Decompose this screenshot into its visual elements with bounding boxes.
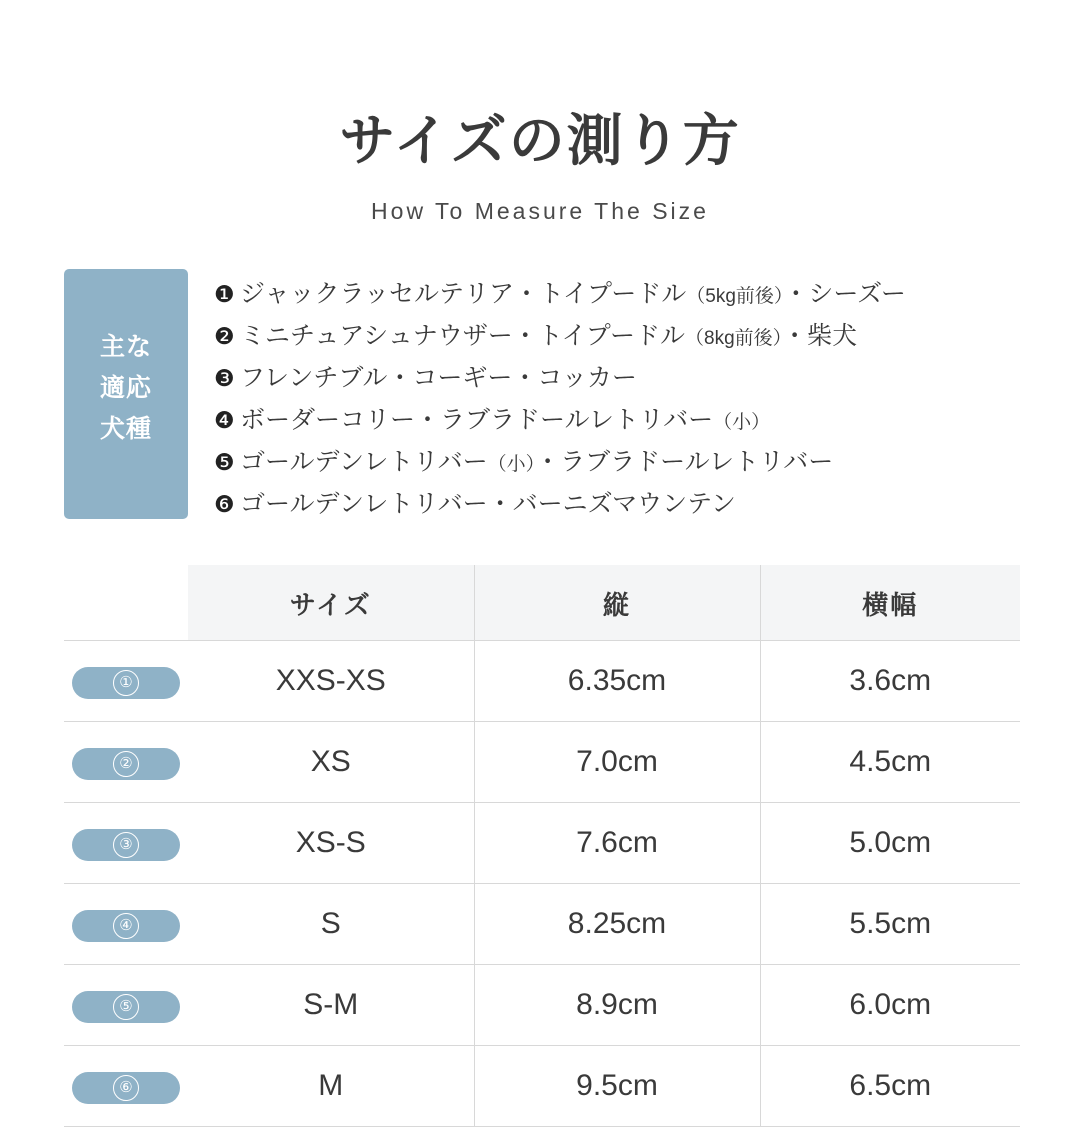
page-header xyxy=(0,0,1080,225)
table-header-length: 縦 xyxy=(474,565,760,641)
table-cell-length: 7.6cm xyxy=(474,802,760,883)
breed-number: ❹ xyxy=(214,406,235,433)
row-badge-number: ⑥ xyxy=(113,1075,139,1101)
breed-text: ボーダーコリー・ラブラドールレトリバー xyxy=(240,405,714,434)
breed-text: ゴールデンレトリバー xyxy=(240,447,488,476)
table-cell-width: 5.5cm xyxy=(760,883,1020,964)
breed-tail: ・柴犬 xyxy=(782,321,858,350)
breed-note: （8kg前後） xyxy=(685,327,783,349)
breed-section xyxy=(0,269,1080,525)
page-subtitle: How To Measure The Size xyxy=(371,197,709,224)
row-badge xyxy=(72,1072,180,1104)
size-table-wrapper xyxy=(0,565,1080,1127)
table-cell-badge xyxy=(64,721,188,802)
table-cell-badge xyxy=(64,1045,188,1126)
table-cell-size: S-M xyxy=(188,964,474,1045)
table-row xyxy=(64,964,1020,1045)
breed-note: （小） xyxy=(713,411,771,433)
list-item xyxy=(214,483,1080,525)
breed-tail: ・シーズー xyxy=(783,279,906,308)
row-badge-number: ⑤ xyxy=(113,994,139,1020)
breed-list xyxy=(214,269,1080,525)
breed-tag-line-3: 犬種 xyxy=(99,415,152,444)
breed-text: ジャックラッセルテリア・トイプードル xyxy=(240,279,687,308)
table-row xyxy=(64,721,1020,802)
table-cell-size: XS xyxy=(188,721,474,802)
table-cell-length: 9.5cm xyxy=(474,1045,760,1126)
table-cell-width: 3.6cm xyxy=(760,640,1020,721)
breed-tail: ・ラブラドールレトリバー xyxy=(535,447,834,476)
table-header-width: 横幅 xyxy=(760,565,1020,641)
table-cell-length: 8.25cm xyxy=(474,883,760,964)
table-row xyxy=(64,1045,1020,1126)
list-item xyxy=(214,441,1080,483)
table-cell-badge xyxy=(64,964,188,1045)
row-badge xyxy=(72,829,180,861)
breed-text: ミニチュアシュナウザー・トイプードル xyxy=(240,321,686,350)
breed-tag-line-1: 主な xyxy=(99,332,152,361)
row-badge xyxy=(72,991,180,1023)
list-item xyxy=(214,399,1080,441)
size-table-body xyxy=(64,640,1020,1126)
list-item xyxy=(214,357,1080,399)
table-cell-badge xyxy=(64,802,188,883)
table-cell-width: 5.0cm xyxy=(760,802,1020,883)
row-badge xyxy=(72,910,180,942)
table-header-row xyxy=(64,565,1020,641)
table-cell-length: 8.9cm xyxy=(474,964,760,1045)
breed-number: ❺ xyxy=(214,448,235,475)
list-item xyxy=(214,315,1080,357)
table-cell-size: M xyxy=(188,1045,474,1126)
breed-tag-line-2: 適応 xyxy=(99,373,152,402)
size-table-head xyxy=(64,565,1020,641)
table-cell-badge xyxy=(64,883,188,964)
breed-note: （小） xyxy=(487,453,536,475)
table-cell-size: S xyxy=(188,883,474,964)
table-cell-width: 6.0cm xyxy=(760,964,1020,1045)
row-badge-number: ② xyxy=(113,751,139,777)
list-item xyxy=(214,273,1080,315)
breed-number: ❻ xyxy=(214,490,235,517)
table-cell-length: 6.35cm xyxy=(474,640,760,721)
table-row xyxy=(64,883,1020,964)
table-cell-badge xyxy=(64,640,188,721)
table-header-size: サイズ xyxy=(188,565,474,641)
table-row xyxy=(64,802,1020,883)
table-cell-width: 6.5cm xyxy=(760,1045,1020,1126)
breed-note: （5kg前後） xyxy=(686,285,784,307)
breed-number: ❷ xyxy=(214,322,235,349)
table-cell-length: 7.0cm xyxy=(474,721,760,802)
page-title: サイズの測り方 xyxy=(339,109,741,172)
table-header-badge xyxy=(64,565,188,641)
breed-section-tag xyxy=(64,269,188,519)
table-row xyxy=(64,640,1020,721)
size-table xyxy=(64,565,1020,1127)
row-badge-number: ① xyxy=(113,670,139,696)
row-badge xyxy=(72,667,180,699)
breed-text: フレンチブル・コーギー・コッカー xyxy=(240,363,637,392)
row-badge-number: ④ xyxy=(113,913,139,939)
row-badge xyxy=(72,748,180,780)
table-cell-size: XXS-XS xyxy=(188,640,474,721)
breed-number: ❶ xyxy=(214,280,235,307)
breed-text: ゴールデンレトリバー・バーニズマウンテン xyxy=(240,489,736,518)
breed-number: ❸ xyxy=(214,364,235,391)
table-cell-width: 4.5cm xyxy=(760,721,1020,802)
row-badge-number: ③ xyxy=(113,832,139,858)
table-cell-size: XS-S xyxy=(188,802,474,883)
